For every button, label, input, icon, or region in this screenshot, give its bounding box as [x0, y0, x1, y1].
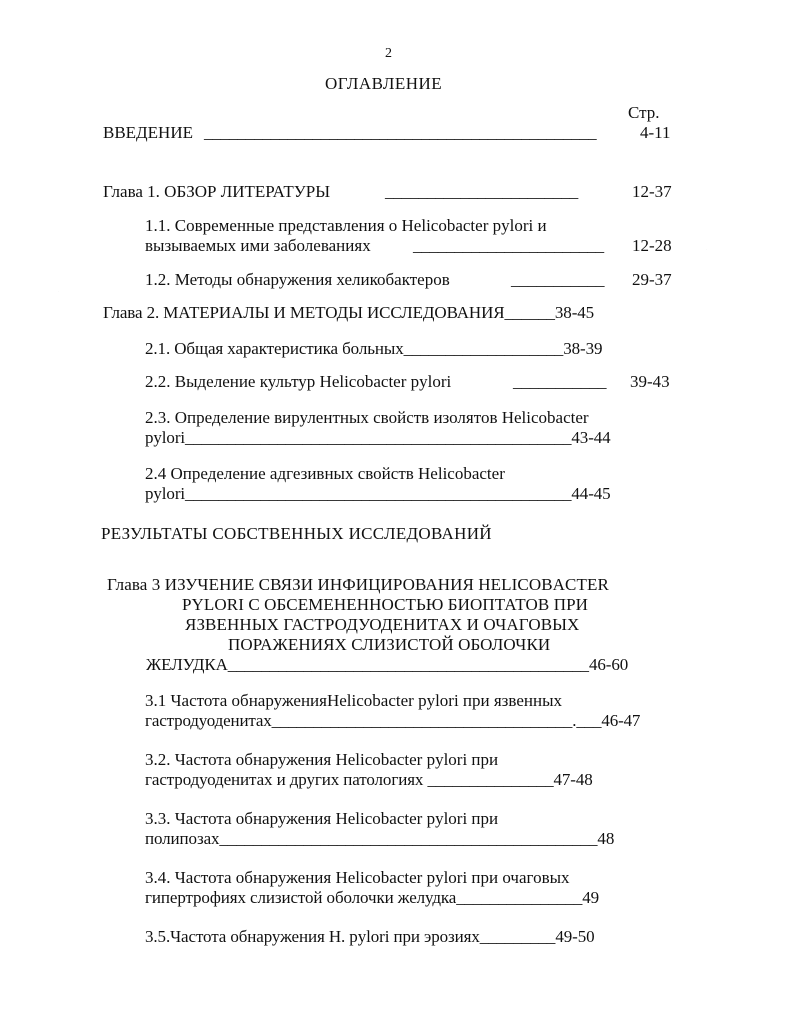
- toc-label-line1: 3.1 Частота обнаруженияHelicobacter pylori при язвенных: [145, 691, 562, 710]
- toc-pages: 12-37: [632, 182, 672, 201]
- toc-label-line2: полипозах_____________________________________________48: [145, 829, 615, 848]
- toc-leader: _______________________: [385, 182, 579, 201]
- pages-column-header: Стр.: [628, 103, 660, 122]
- toc-label-line3: ЯЗВЕННЫХ ГАСТРОДУОДЕНИТАХ И ОЧАГОВЫХ: [185, 615, 580, 634]
- section-heading-results: РЕЗУЛЬТАТЫ СОБСТВЕННЫХ ИССЛЕДОВАНИЙ: [101, 524, 492, 543]
- scan-speck: ·: [58, 291, 59, 293]
- toc-label-line1: 2.3. Определение вирулентных свойств изолятов Helicobacter: [145, 408, 589, 427]
- toc-label-line1: 1.1. Современные представления о Helicobacter pylori и: [145, 216, 547, 235]
- toc-label-line2: гастродуоденитах и других патологиях _______________47-48: [145, 770, 593, 789]
- toc-label-line2: гастродуоденитах____________________________________.___46-47: [145, 711, 641, 730]
- toc-label: Глава 1. ОБЗОР ЛИТЕРАТУРЫ: [103, 182, 331, 201]
- toc-leader: _______________________: [413, 236, 604, 255]
- toc-entry-3-5: 3.5.Частота обнаружения H. pylori при эрозиях_________49-50: [145, 927, 595, 946]
- toc-label-line5: ЖЕЛУДКА___________________________________________46-60: [146, 655, 629, 674]
- toc-label-line1: 3.2. Частота обнаружения Helicobacter pylori при: [145, 750, 499, 769]
- scan-speck: ·: [706, 249, 707, 251]
- toc-label-line1: Глава 3 ИЗУЧЕНИЕ СВЯЗИ ИНФИЦИРОВАНИЯ HELICOBACTER: [107, 575, 609, 594]
- toc-entry-chapter-2: Глава 2. МАТЕРИАЛЫ И МЕТОДЫ ИССЛЕДОВАНИЯ______38-45: [103, 303, 595, 322]
- toc-pages: 29-37: [632, 270, 672, 289]
- toc-leader: ___________: [513, 372, 607, 391]
- toc-pages: 4-11: [640, 123, 671, 142]
- toc-label-line4: ПОРАЖЕНИЯХ СЛИЗИСТОЙ ОБОЛОЧКИ: [228, 635, 551, 654]
- toc-label-line2: pylori______________________________________________43-44: [145, 428, 611, 447]
- toc-label-line2: гипертрофиях слизистой оболочки желудка_______________49: [145, 888, 600, 907]
- toc-label-line2: pylori______________________________________________44-45: [145, 484, 611, 503]
- toc-label: 2.2. Выделение культур Helicobacter pylori: [145, 372, 452, 391]
- toc-label: 1.2. Методы обнаружения хеликобактеров: [145, 270, 450, 289]
- toc-label-line2: вызываемых ими заболеваниях: [145, 236, 371, 255]
- toc-label: ВВЕДЕНИЕ: [103, 123, 193, 142]
- page-number: 2: [385, 46, 392, 61]
- toc-pages: 12-28: [632, 236, 672, 255]
- toc-label-line1: 3.4. Частота обнаружения Helicobacter pylori при очаговых: [145, 868, 570, 887]
- toc-entry-2-1: 2.1. Общая характеристика больных___________________38-39: [145, 339, 603, 358]
- toc-label-line1: 2.4 Определение адгезивных свойств Helicobacter: [145, 464, 505, 483]
- toc-label-line1: 3.3. Частота обнаружения Helicobacter pylori при: [145, 809, 499, 828]
- toc-leader: _______________________________________________: [204, 123, 597, 142]
- page-title: ОГЛАВЛЕНИЕ: [325, 74, 443, 93]
- toc-pages: 39-43: [630, 372, 670, 391]
- toc-leader: ___________: [511, 270, 605, 289]
- toc-label-line2: PYLORI С ОБСЕМЕНЕННОСТЬЮ БИОПТАТОВ ПРИ: [182, 595, 589, 614]
